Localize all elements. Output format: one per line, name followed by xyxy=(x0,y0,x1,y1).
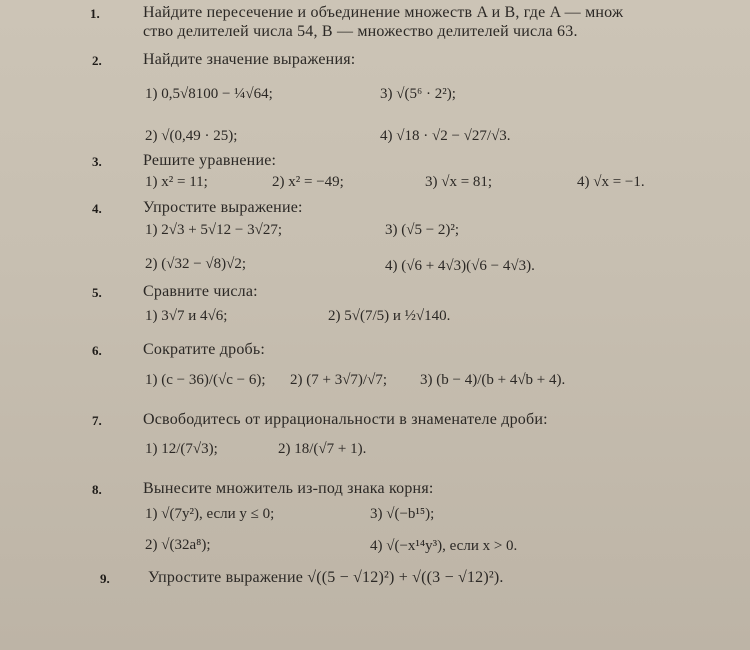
task-9-text: Упростите выражение √((5 − √12)²) + √((3 − √12)²). xyxy=(148,569,504,586)
task-6-item-1: 1) (c − 36)/(√c − 6); xyxy=(145,372,266,388)
task-3-item-4: 4) √x = −1. xyxy=(577,174,645,190)
task-4-item-2: 2) (√32 − √8)√2; xyxy=(145,256,247,272)
task-7-title: Освободитесь от иррациональности в знаменателе дроби: xyxy=(143,411,548,428)
task-5-item-1: 1) 3√7 и 4√6; xyxy=(145,308,228,324)
task-1-text: Найдите пересечение и объединение множеств A и B, где A — множ xyxy=(143,4,624,21)
task-number: 8. xyxy=(92,482,102,497)
task-2-item-3: 3) √(5⁶ · 2²); xyxy=(380,86,456,102)
task-2-item-4: 4) √18 · √2 − √27/√3. xyxy=(380,128,511,144)
task-4-title: Упростите выражение: xyxy=(143,199,303,216)
task-number: 4. xyxy=(92,201,102,216)
task-number: 7. xyxy=(92,413,102,428)
task-8-item-4: 4) √(−x¹⁴y³), если x > 0. xyxy=(370,538,518,554)
task-7-item-2: 2) 18/(√7 + 1). xyxy=(278,441,367,457)
task-5-title: Сравните числа: xyxy=(143,283,258,300)
task-number: 6. xyxy=(92,343,102,358)
task-8-title: Вынесите множитель из-под знака корня: xyxy=(143,480,434,497)
task-8-item-2: 2) √(32a⁸); xyxy=(145,537,211,553)
task-3-item-2: 2) x² = −49; xyxy=(272,174,344,190)
task-6-item-2: 2) (7 + 3√7)/√7; xyxy=(290,372,387,388)
task-3-title: Решите уравнение: xyxy=(143,152,277,169)
task-number: 1. xyxy=(90,6,100,21)
task-number: 2. xyxy=(92,53,102,68)
task-1-text-cont: ство делителей числа 54, B — множество делителей числа 63. xyxy=(143,23,578,40)
task-6-title: Сократите дробь: xyxy=(143,341,266,358)
task-3-item-3: 3) √x = 81; xyxy=(425,174,493,190)
task-2-title: Найдите значение выражения: xyxy=(143,51,356,68)
task-4-item-1: 1) 2√3 + 5√12 − 3√27; xyxy=(145,222,283,238)
task-5-item-2: 2) 5√(7/5) и ½√140. xyxy=(328,308,451,324)
task-4-item-4: 4) (√6 + 4√3)(√6 − 4√3). xyxy=(385,258,535,274)
task-6-item-3: 3) (b − 4)/(b + 4√b + 4). xyxy=(420,372,566,388)
task-number: 9. xyxy=(100,571,110,586)
task-2-item-2: 2) √(0,49 · 25); xyxy=(145,128,238,144)
task-8-item-3: 3) √(−b¹⁵); xyxy=(370,506,435,522)
task-3-item-1: 1) x² = 11; xyxy=(145,174,208,190)
task-number: 5. xyxy=(92,285,102,300)
task-8-item-1: 1) √(7y²), если y ≤ 0; xyxy=(145,506,275,522)
task-2-item-1: 1) 0,5√8100 − ¼√64; xyxy=(145,86,273,102)
task-number: 3. xyxy=(92,154,102,169)
task-4-item-3: 3) (√5 − 2)²; xyxy=(385,222,460,238)
task-7-item-1: 1) 12/(7√3); xyxy=(145,441,218,457)
